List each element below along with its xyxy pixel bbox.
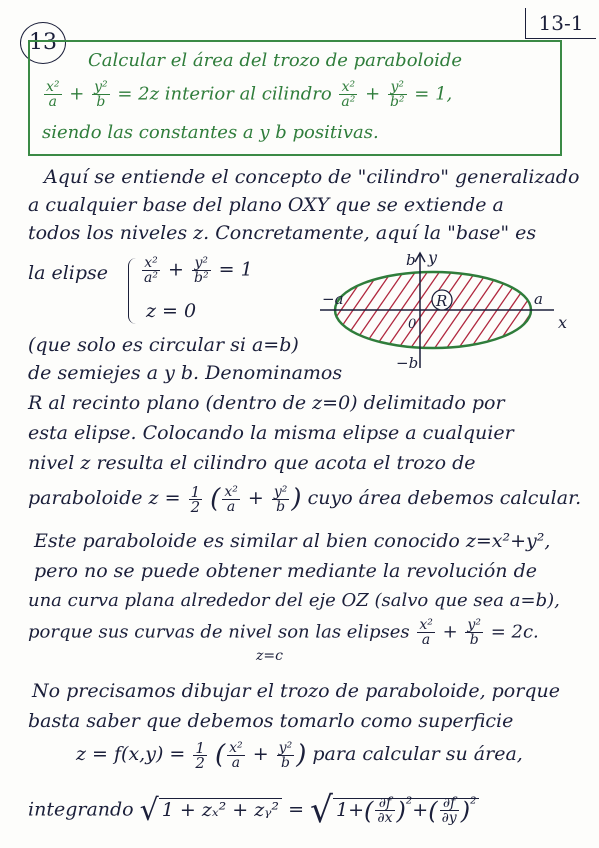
body-line-16: basta saber que debemos tomarlo como superficie bbox=[28, 710, 514, 732]
body-line-18: integrando √ 1 + zₓ² + zᵧ² = √ 1+( $\frac{\partial f}{\partial x}$ )$^{^2}$+( $\frac{\partial f}{\partial y}$ )$^{^2}$ bbox=[28, 790, 479, 831]
body-line-15: No precisamos dibujar el trozo de paraboloide, porque bbox=[32, 680, 560, 702]
region-label: R bbox=[436, 292, 448, 310]
page-label-box bbox=[525, 8, 596, 39]
body-line-5: (que solo es circular si a=b) bbox=[28, 334, 299, 356]
level-curve-subscript: z=c bbox=[256, 648, 283, 664]
y-axis-label: y bbox=[428, 248, 438, 267]
body-line-9: nivel z resulta el cilindro que acota el trozo de bbox=[28, 452, 476, 474]
statement-line-2: $\frac{\text{x²}}{a}$ + $\frac{\text{y²}}{b}$ = 2z interior al cilindro $\frac{\text{x²}}{\text{a²}}$ + $\frac{\text{y²}}{\text{b²}}$ = 1, bbox=[46, 79, 453, 110]
body-line-8: esta elipse. Colocando la misma elipse a cualquier bbox=[28, 422, 514, 444]
body-line-1: Aquí se entiende el concepto de "cilindro" generalizado bbox=[44, 166, 580, 188]
statement-line-1: Calcular el área del trozo de paraboloide bbox=[88, 50, 463, 71]
body-line-17: z = f(x,y) = $\frac{1}{2}$ ( $\frac{\text{x²}}{a}$ + $\frac{\text{y²}}{b}$ ) para calcular su área, bbox=[76, 738, 523, 772]
origin-label: 0 bbox=[408, 317, 417, 332]
body-line-14: porque sus curvas de nivel son las elipses $\frac{\text{x²}}{a}$ + $\frac{\text{y²}}{b}$ = 2c. bbox=[28, 617, 539, 648]
statement-line-2-mid: = 2z interior al cilindro bbox=[117, 83, 332, 105]
body-line-2: a cualquier base del plano OXY que se extiende a bbox=[28, 194, 504, 216]
system-eq-1: $\frac{\text{x²}}{\text{a²}}$ + $\frac{\text{y²}}{\text{b²}}$ = 1 bbox=[144, 255, 253, 286]
ellipse-figure bbox=[318, 248, 580, 378]
region-hatching bbox=[318, 248, 576, 378]
system-brace bbox=[128, 258, 137, 324]
body-line-12: pero no se puede obtener mediante la revolución de bbox=[34, 560, 537, 582]
problem-number: 13 bbox=[29, 30, 57, 55]
body-line-11: Este paraboloide es similar al bien conocido z=x²+y², bbox=[34, 530, 551, 552]
system-eq-2: z = 0 bbox=[146, 300, 197, 322]
statement-line-2-end: = 1, bbox=[414, 83, 453, 105]
minus-a-label: −a bbox=[322, 290, 344, 308]
ellipse-label: la elipse bbox=[28, 262, 108, 284]
body-line-10: paraboloide z = $\frac{1}{2}$ ( $\frac{\text{x²}}{a}$ + $\frac{\text{y²}}{b}$ ) cuyo área debemos calcular. bbox=[28, 482, 582, 516]
b-bottom-label: −b bbox=[396, 354, 419, 372]
page-label: 13-1 bbox=[538, 11, 584, 35]
b-top-label: b bbox=[406, 251, 416, 269]
a-label: a bbox=[534, 290, 543, 308]
body-line-3: todos los niveles z. Concretamente, aquí la "base" es bbox=[28, 222, 537, 244]
body-line-6: de semiejes a y b. Denominamos bbox=[28, 362, 343, 384]
body-line-13: una curva plana alrededor del eje OZ (salvo que sea a=b), bbox=[28, 590, 560, 611]
body-line-7: R al recinto plano (dentro de z=0) delimitado por bbox=[28, 392, 505, 414]
statement-line-3: siendo las constantes a y b positivas. bbox=[42, 122, 379, 143]
x-axis-label: x bbox=[558, 313, 568, 332]
